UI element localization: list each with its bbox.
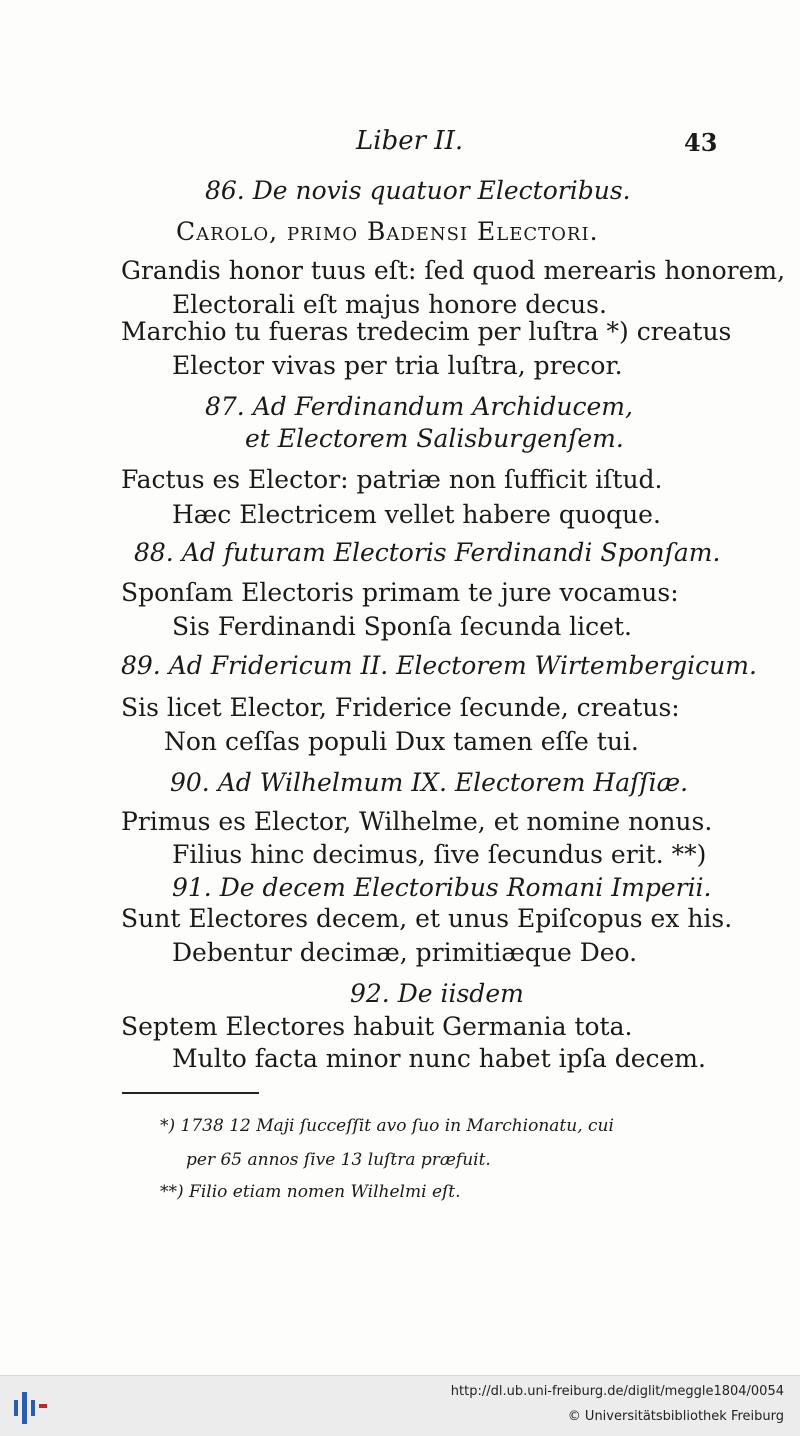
page-number: 43 xyxy=(684,128,718,157)
viewer-footer xyxy=(0,1375,800,1436)
poem-87-line-1: Factus es Elector: patriæ non ſufficit iſtud. xyxy=(121,465,663,494)
poem-86-heading: 86. De novis quatuor Electoribus. xyxy=(205,176,631,205)
poem-86-subheading: Carolo, primo Badensi Electori. xyxy=(176,217,599,246)
footnote-1-cont: per 65 annos ſive 13 luſtra præfuit. xyxy=(186,1150,491,1170)
copyright-notice: © Universitätsbibliothek Freiburg xyxy=(567,1409,784,1424)
poem-92-heading: 92. De iisdem xyxy=(350,979,524,1008)
poem-87-heading-2: et Electorem Salisburgenſem. xyxy=(245,424,624,453)
poem-88-line-2: Sis Ferdinandi Sponſa ſecunda licet. xyxy=(172,612,632,641)
poem-89-heading: 89. Ad Fridericum II. Electorem Wirtembergicum. xyxy=(121,651,757,680)
poem-90-heading: 90. Ad Wilhelmum IX. Electorem Haſſiæ. xyxy=(170,768,689,797)
footnote-2: **) Filio etiam nomen Wilhelmi eſt. xyxy=(160,1182,461,1202)
poem-86-line-4: Elector vivas per tria luſtra, precor. xyxy=(172,351,623,380)
document-url[interactable]: http://dl.ub.uni-freiburg.de/diglit/meggle1804/0054 xyxy=(450,1384,784,1399)
poem-91-heading: 91. De decem Electoribus Romani Imperii. xyxy=(172,873,712,902)
footnote-rule xyxy=(122,1092,259,1094)
poem-86-line-3: Marchio tu fueras tredecim per luſtra *) creatus xyxy=(121,317,732,346)
poem-91-line-1: Sunt Electores decem, et unus Epiſcopus ex his. xyxy=(121,904,733,933)
poem-88-heading: 88. Ad futuram Electoris Ferdinandi Sponſam. xyxy=(134,538,721,567)
poem-91-line-2: Debentur decimæ, primitiæque Deo. xyxy=(172,938,638,967)
library-logo-icon[interactable] xyxy=(10,1390,54,1424)
poem-87-line-2: Hæc Electricem vellet habere quoque. xyxy=(172,500,661,529)
poem-92-line-1: Septem Electores habuit Germania tota. xyxy=(121,1012,633,1041)
poem-88-line-1: Sponſam Electoris primam te jure vocamus: xyxy=(121,578,679,607)
poem-86-line-1: Grandis honor tuus eſt: ſed quod merearis honorem, xyxy=(121,256,786,285)
footnote-1: *) 1738 12 Maji ſucceſſit avo ſuo in Marchionatu, cui xyxy=(160,1116,614,1136)
poem-92-line-2: Multo facta minor nunc habet ipſa decem. xyxy=(172,1044,706,1073)
poem-89-line-1: Sis licet Elector, Friderice ſecunde, creatus: xyxy=(121,693,680,722)
poem-89-line-2: Non ceſſas populi Dux tamen eſſe tui. xyxy=(164,727,639,756)
poem-87-heading: 87. Ad Ferdinandum Archiducem, xyxy=(205,392,633,421)
running-title: Liber II. xyxy=(356,126,464,156)
poem-90-line-1: Primus es Elector, Wilhelme, et nomine nonus. xyxy=(121,807,713,836)
poem-86-line-2: Electorali eſt majus honore decus. xyxy=(172,290,607,319)
poem-90-line-2: Filius hinc decimus, ſive ſecundus erit. **) xyxy=(172,840,707,869)
